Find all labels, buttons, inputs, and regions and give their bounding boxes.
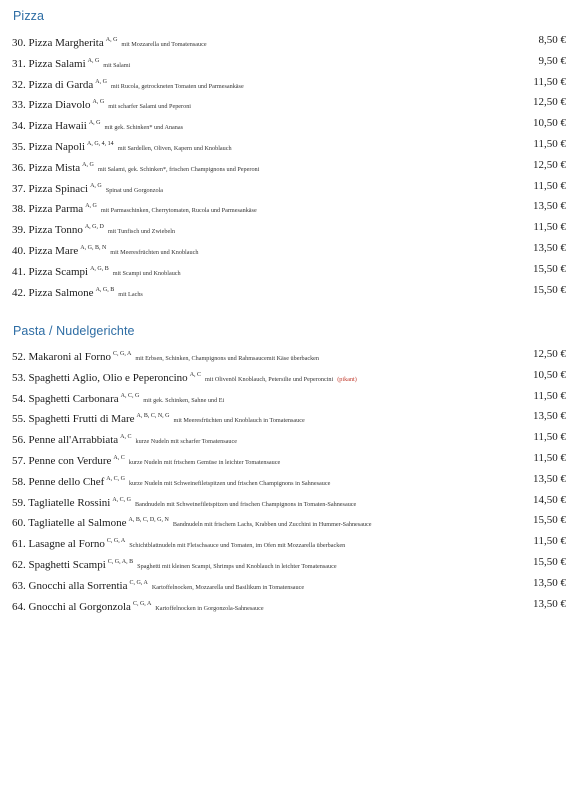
menu-item-price: 13,50 € (533, 576, 566, 589)
menu-item-description: mit Salami, gek. Schinken*, frischen Champignons und Peperoni (97, 165, 260, 173)
menu-item-name: 32. Pizza di Garda (12, 78, 94, 91)
menu-item-name: 39. Pizza Tonno (12, 224, 83, 237)
menu-item-price: 11,50 € (533, 389, 566, 402)
menu-item-price: 13,50 € (533, 597, 566, 610)
menu-item-description: mit Sardellen, Oliven, Kapern und Knoblauch (117, 144, 232, 152)
menu-item-description: mit scharfer Salami und Peperoni (108, 103, 192, 111)
menu-item-name: 62. Spaghetti Scampi (12, 558, 106, 571)
menu-item-description: Spinat und Gorgonzola (105, 186, 164, 194)
menu-item-price: 13,50 € (533, 241, 566, 254)
allergen-code: A, C (189, 371, 202, 378)
allergen-code: A, G (105, 37, 118, 43)
menu-item-name: 33. Pizza Diavolo (12, 99, 91, 112)
menu-item-description: kurze Nudeln mit scharfer Tomatensauce (135, 438, 237, 446)
menu-item-price: 15,50 € (533, 555, 566, 568)
menu-item (12, 573, 566, 594)
menu-item-description: kurze Nudeln mit frischem Gemüse in leichter Tomatensauce (128, 458, 281, 466)
allergen-code: A, C (113, 454, 125, 461)
menu-item-description: mit Meeresfrüchten und Knoblauch (110, 248, 199, 256)
allergen-code: A, G, B (90, 265, 109, 272)
menu-item-price: 11,50 € (533, 431, 566, 444)
menu-item-description: mit Scampi und Knoblauch (112, 269, 181, 277)
menu-item-description: Spaghetti mit kleinen Scampi, Shrimps und Knoblauch in leichter Tomatensauce (137, 562, 337, 570)
menu-item-description: mit Mozzarella und Tomatensauce (121, 41, 207, 48)
menu-item (12, 134, 566, 155)
menu-item (12, 427, 566, 448)
allergen-code: C, G, A (132, 600, 152, 607)
menu-item-price: 14,50 € (533, 493, 566, 506)
menu-item-name: 40. Pizza Mare (12, 244, 79, 257)
menu-item-description: mit Rucola, getrockneten Tomaten und Parmesankäse (110, 82, 244, 90)
allergen-code: A, G, D (84, 224, 104, 231)
menu-item-price: 8,50 € (538, 34, 566, 46)
menu-item (12, 217, 566, 238)
spicy-label: (pikant) (337, 375, 357, 383)
menu-item-name: 41. Pizza Scampi (12, 265, 89, 278)
menu-item-price: 10,50 € (533, 368, 566, 381)
menu-item-name: 61. Lasagne al Forno (12, 538, 105, 551)
allergen-code: C, G, A (112, 351, 132, 357)
menu-item (12, 238, 566, 259)
menu-item (12, 552, 566, 573)
menu-item-name: 42. Pizza Salmone (12, 286, 94, 299)
menu-item-name: 52. Makaroni al Forno (12, 351, 111, 363)
menu-item (12, 113, 566, 134)
menu-item (12, 594, 566, 615)
menu-item-price: 11,50 € (533, 221, 566, 234)
section-title-pasta: Pasta / Nudelgerichte (13, 324, 135, 338)
menu-item-name: 64. Gnocchi al Gorgonzola (12, 600, 131, 613)
menu-item (12, 344, 566, 365)
menu-item (12, 448, 566, 469)
menu-item-price: 15,50 € (533, 283, 566, 296)
menu-item-name: 30. Pizza Margherita (12, 37, 104, 49)
allergen-code: A, G, B, N (80, 244, 107, 251)
allergen-code: A, B, C, D, G, N (128, 517, 169, 524)
menu-item-name: 53. Spaghetti Aglio, Olio e Peperoncino (12, 371, 188, 384)
menu-item-description: Kartoffelnocken, Mozzarella und Basilikum in Tomatensauce (151, 583, 305, 591)
allergen-code: A, C (120, 434, 132, 441)
menu-item (12, 72, 566, 93)
menu-item-description: mit Olivenöl Knoblauch, Petersilie und Peperoncini (205, 375, 334, 383)
menu-item-price: 12,50 € (533, 96, 566, 109)
menu-item-price: 15,50 € (533, 514, 566, 527)
allergen-code: A, G, 4, 14 (87, 140, 114, 147)
menu-item-price: 11,50 € (533, 179, 566, 192)
menu-item-name: 37. Pizza Spinaci (12, 182, 89, 195)
allergen-code: A, G (95, 78, 107, 85)
menu-item-name: 63. Gnocchi alla Sorrentia (12, 579, 128, 592)
allergen-code: A, G (92, 99, 105, 106)
menu-item-description: Bandnudeln mit Schweinefiletspitzen und frischen Champignons in Tomaten-Sahnesauce (135, 500, 357, 508)
menu-item-name: 31. Pizza Salami (12, 57, 86, 70)
allergen-code: A, G (90, 182, 102, 189)
menu-item-name: 54. Spaghetti Carbonara (12, 392, 119, 405)
menu-item (12, 30, 566, 51)
allergen-code: A, C, G (106, 475, 125, 482)
menu-item-price: 13,50 € (533, 200, 566, 213)
menu-item-name: 60. Tagliatelle al Salmone (12, 517, 127, 530)
allergen-code: A, G (87, 57, 100, 64)
allergen-code: C, G, A, B (107, 558, 134, 565)
menu-item-description: Schichtblattnudeln mit Fleischsauce und Tomaten, im Ofen mit Mozzarella überbacken (129, 542, 346, 550)
menu-item-name: 34. Pizza Hawaii (12, 120, 87, 133)
menu-item (12, 259, 566, 280)
menu-item-description: Bandnudeln mit frischem Lachs, Krabben und Zucchini in Hummer-Sahnesauce (172, 521, 372, 529)
allergen-code: A, C, G (120, 392, 140, 399)
menu-item-price: 11,50 € (533, 535, 566, 548)
menu-item-description: mit gek. Schinken* und Ananas (104, 124, 184, 132)
menu-item-name: 35. Pizza Napoli (12, 140, 86, 153)
menu-item-description: mit Parmaschinken, Cherrytomaten, Rucola und Parmesankäse (100, 207, 257, 215)
menu-item-price: 10,50 € (533, 117, 566, 130)
menu-item-description: kurze Nudeln mit Schweinefiletspitzen und frischen Champignons in Sahnesauce (128, 479, 331, 487)
menu-item-price: 15,50 € (533, 262, 566, 275)
menu-item-price: 13,50 € (533, 472, 566, 485)
allergen-code: A, C, G (112, 496, 131, 503)
allergen-code: A, B, C, N, G (136, 413, 170, 420)
pasta-list (12, 344, 566, 614)
menu-item (12, 406, 566, 427)
menu-item-price: 12,50 € (533, 158, 566, 171)
menu-item-name: 36. Pizza Mista (12, 161, 81, 174)
menu-item (12, 196, 566, 217)
menu-item-description: mit Salami (103, 61, 131, 69)
allergen-code: C, G, A (129, 579, 148, 586)
pizza-list (12, 30, 566, 300)
menu-item-price: 11,50 € (533, 451, 566, 464)
menu-item-description: mit Erbsen, Schinken, Champignons und Rahmsaucemit Käse überbacken (135, 355, 320, 362)
menu-item-description: mit gek. Schinken, Sahne und Ei (143, 396, 225, 404)
menu-item (12, 92, 566, 113)
menu-item-name: 38. Pizza Parma (12, 203, 84, 216)
menu-item-price: 13,50 € (533, 410, 566, 423)
menu-item-price: 11,50 € (533, 75, 566, 88)
allergen-code: A, G (88, 120, 101, 127)
menu-item (12, 386, 566, 407)
menu-item-name: 55. Spaghetti Frutti di Mare (12, 413, 135, 426)
menu-item-price: 11,50 € (533, 137, 566, 150)
menu-item (12, 531, 566, 552)
menu-item-description: mit Meeresfrüchten und Knoblauch in Tomatensauce (173, 417, 305, 425)
menu-item (12, 51, 566, 72)
allergen-code: A, G (85, 203, 97, 210)
menu-item-name: 56. Penne all'Arrabbiata (12, 434, 119, 447)
menu-item-price: 12,50 € (533, 348, 566, 360)
menu-item (12, 365, 566, 386)
menu-item (12, 469, 566, 490)
section-title-pizza: Pizza (13, 9, 45, 23)
menu-item (12, 490, 566, 511)
menu-item-name: 58. Penne dello Chef (12, 475, 105, 488)
menu-item-description: mit Tunfisch und Zwiebeln (107, 228, 176, 236)
allergen-code: A, G, B (95, 286, 115, 293)
menu-item-price: 9,50 € (538, 54, 566, 67)
allergen-code: C, G, A (106, 538, 126, 545)
menu-item-name: 57. Penne con Verdure (12, 454, 112, 467)
menu-item (12, 280, 566, 301)
menu-item (12, 176, 566, 197)
menu-item (12, 155, 566, 176)
menu-item-description: mit Lachs (118, 290, 143, 298)
menu-item (12, 510, 566, 531)
menu-item-description: Kartoffelnocken in Gorgonzola-Sahnesauce (155, 604, 264, 612)
menu-item-name: 59. Tagliatelle Rossini (12, 496, 111, 509)
allergen-code: A, G (82, 161, 94, 168)
